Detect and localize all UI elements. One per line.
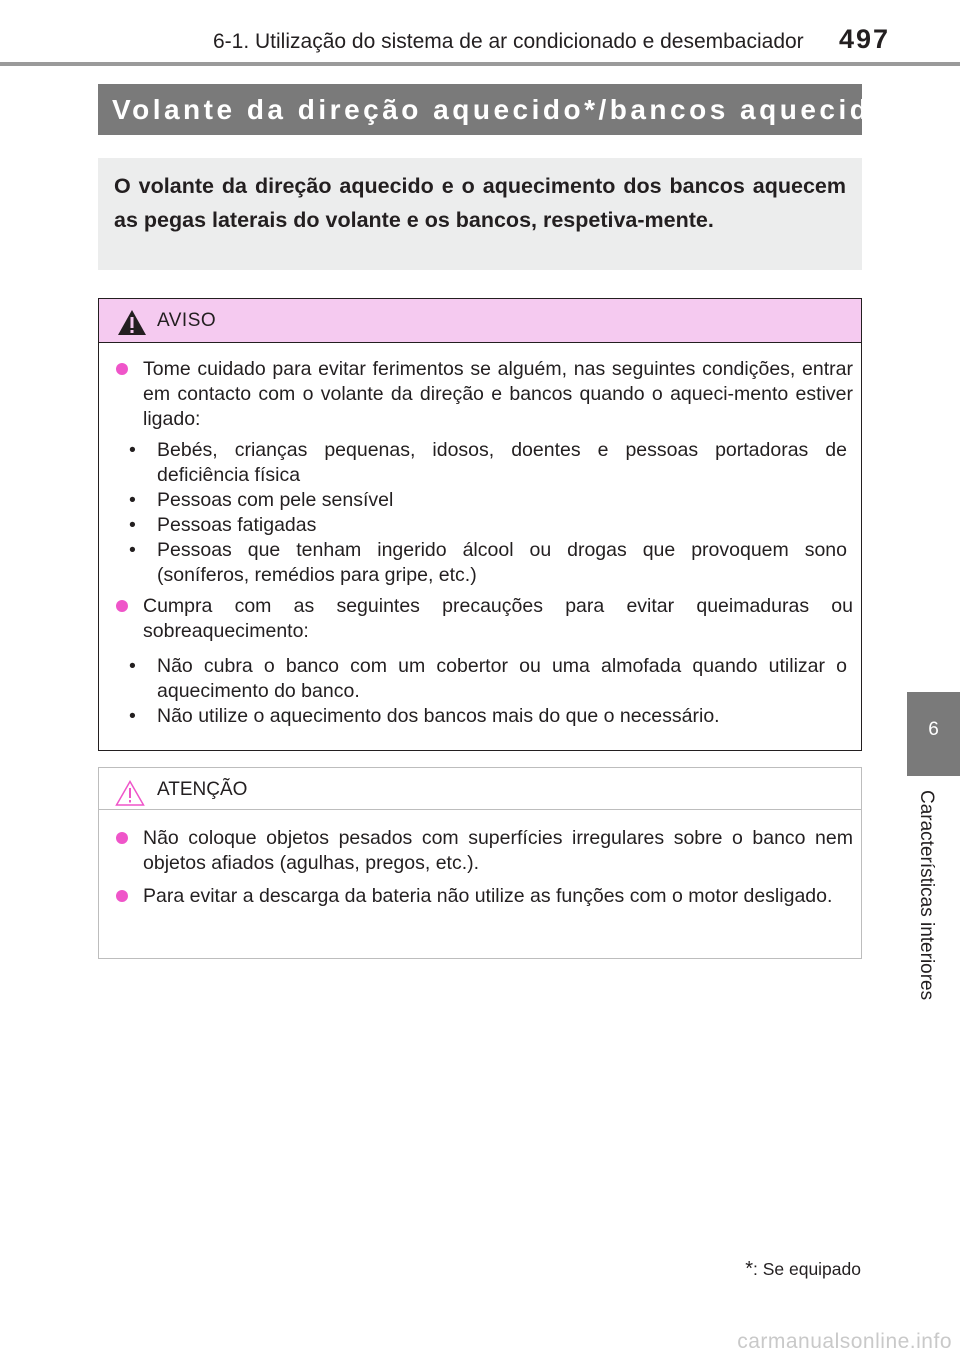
caution-triangle-icon — [115, 780, 145, 806]
warning-subitem: • Não utilize o aquecimento dos bancos mais do que o necessário. — [129, 705, 720, 727]
footnote-star: * — [745, 1258, 753, 1280]
warning-label: AVISO — [157, 310, 217, 331]
warning-item: Tome cuidado para evitar ferimentos se alguém, nas seguintes condições, entrar em contacto com o volante da direção e bancos quando o aqueci-mento estiver ligado: — [113, 357, 853, 432]
bullet-icon: • — [129, 439, 136, 461]
watermark: carmanualsonline.info — [737, 1330, 952, 1353]
chapter-label — [912, 790, 942, 1020]
warning-box — [98, 298, 862, 751]
bullet-icon: • — [129, 514, 136, 536]
chapter-label-text: Características interiores — [916, 790, 937, 1001]
warning-subitem: • Pessoas que tenham ingerido álcool ou drogas que provoquem sono (soníferos, remédios para gripe, etc.) — [129, 539, 847, 586]
pink-bullet-icon — [116, 890, 128, 902]
footnote — [745, 1258, 861, 1281]
page-header — [0, 0, 960, 66]
warning-subitem: • Pessoas fatigadas — [129, 514, 317, 536]
chapter-tab[interactable] — [907, 692, 960, 776]
pink-bullet-icon — [116, 363, 128, 375]
bullet-icon: • — [129, 539, 136, 561]
caution-header — [99, 768, 861, 810]
topic-title: Volante da direção aquecido*/bancos aquecidos* — [112, 93, 917, 125]
topic-title-bar — [98, 84, 917, 135]
bullet-icon: • — [129, 489, 136, 511]
caution-item: Não coloque objetos pesados com superfícies irregulares sobre o banco nem objetos afiados (agulhas, pregos, etc.). — [113, 826, 853, 876]
warning-subitem: • Bebés, crianças pequenas, idosos, doentes e pessoas portadoras de deficiência física — [129, 439, 847, 486]
caution-body — [99, 810, 861, 909]
intro-box — [98, 158, 862, 270]
warning-triangle-icon — [117, 309, 147, 336]
page-number: 497 — [838, 24, 890, 54]
warning-sublist — [113, 654, 853, 729]
caution-item: Para evitar a descarga da bateria não utilize as funções com o motor desligado. — [113, 884, 853, 909]
header-divider — [0, 62, 960, 66]
intro-text: O volante da direção aquecido e o aquecimento dos bancos aquecem as pegas laterais do volante e os bancos, respetiva-mente. — [114, 174, 846, 232]
warning-subitem: • Não cubra o banco com um cobertor ou uma almofada quando utilizar o aquecimento do banco. — [129, 655, 847, 702]
pink-bullet-icon — [116, 600, 128, 612]
warning-item: Cumpra com as seguintes precauções para evitar queimaduras ou sobreaquecimento: — [113, 594, 853, 644]
caution-label: ATENÇÃO — [157, 779, 248, 800]
warning-subitem: • Pessoas com pele sensível — [129, 489, 394, 511]
caution-box — [98, 767, 862, 959]
warning-header — [99, 299, 861, 343]
footnote-text: : Se equipado — [752, 1259, 861, 1279]
bullet-icon: • — [129, 705, 136, 727]
pink-bullet-icon — [116, 832, 128, 844]
warning-body — [99, 343, 861, 729]
equipped-star: * — [910, 95, 917, 113]
warning-sublist — [113, 438, 853, 588]
bullet-icon: • — [129, 655, 136, 677]
section-title: 6-1. Utilização do sistema de ar condicionado e desembaciador — [213, 30, 804, 53]
chapter-number: 6 — [928, 719, 939, 740]
